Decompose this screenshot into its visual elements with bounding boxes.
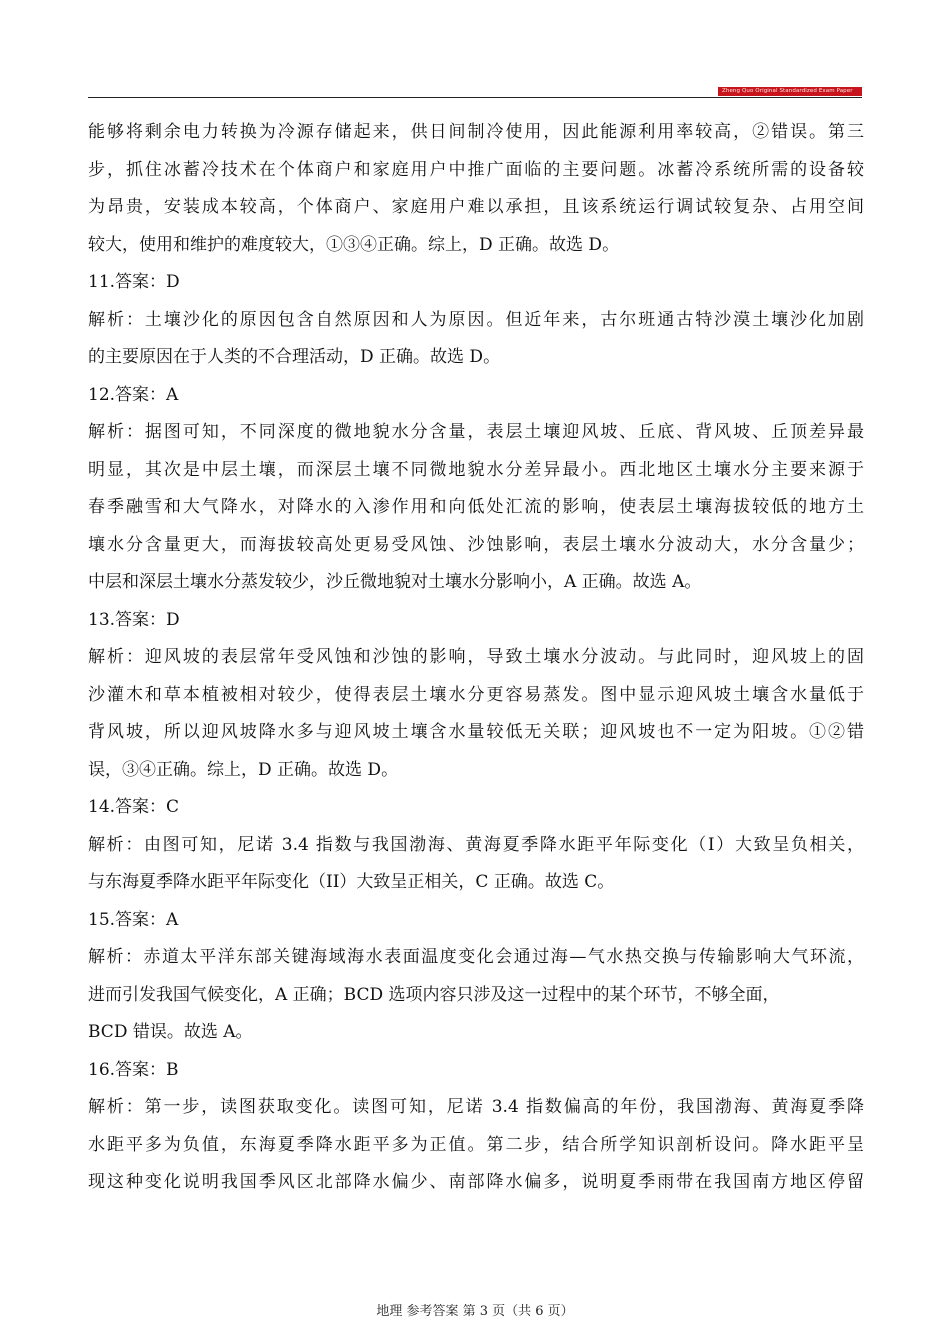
text-line: 能够将剩余电力转换为冷源存储起来，供日间制冷使用，因此能源利用率较高，②错误。第三 [88, 122, 864, 142]
text-line: 为昂贵，安装成本较高，个体商户、家庭用户难以承担，且该系统运行调试较复杂、占用空间 [88, 197, 864, 217]
text-line: 进而引发我国气候变化，A 正确；BCD 选项内容只涉及这一过程中的某个环节，不够全面， [88, 984, 780, 1005]
text-line: 中层和深层土壤水分蒸发较少，沙丘微地貌对土壤水分影响小，A 正确。故选 A。 [88, 572, 702, 592]
text-line: 解析：土壤沙化的原因包含自然原因和人为原因。但近年来，古尔班通古特沙漠土壤沙化加剧 [88, 309, 864, 330]
text-line: 较大，使用和维护的难度较大，①③④正确。综上，D 正确。故选 D。 [88, 234, 620, 255]
text-line: 解析：据图可知，不同深度的微地貌水分含量，表层土壤迎风坡、丘底、背风坡、丘顶差异最 [88, 422, 864, 442]
brand-banner-text: Zheng Quo Original Standardized Exam Paper [722, 88, 853, 94]
text-line: 现这种变化说明我国季风区北部降水偏少、南部降水偏多，说明夏季雨带在我国南方地区停留 [88, 1172, 864, 1192]
text-line: BCD 错误。故选 A。 [88, 1022, 253, 1042]
text-line: 背风坡，所以迎风坡降水多与迎风坡土壤含水量较低无关联；迎风坡也不一定为阳坡。①②错 [88, 722, 864, 742]
text-line: 12.答案：A [88, 384, 179, 405]
text-line: 水距平多为负值，东海夏季降水距平多为正值。第二步，结合所学知识剖析设问。降水距平呈 [88, 1134, 864, 1155]
text-line: 与东海夏季降水距平年际变化（II）大致呈正相关，C 正确。故选 C。 [88, 872, 615, 892]
text-line: 误，③④正确。综上，D 正确。故选 D。 [88, 759, 399, 780]
text-line: 明显，其次是中层土壤，而深层土壤不同微地貌水分差异最小。西北地区土壤水分主要来源于 [88, 459, 864, 480]
text-line: 14.答案：C [88, 797, 180, 817]
text-line: 沙灌木和草本植被相对较少，使得表层土壤水分更容易蒸发。图中显示迎风坡土壤含水量低于 [88, 684, 864, 705]
text-line: 步，抓住冰蓄冷技术在个体商户和家庭用户中推广面临的主要问题。冰蓄冷系统所需的设备较 [88, 159, 864, 180]
answer-body [88, 114, 864, 1202]
text-line: 解析：第一步，读图获取变化。读图可知，尼诺 3.4 指数偏高的年份，我国渤海、黄海夏季降 [88, 1097, 864, 1117]
text-line: 壤水分含量更大，而海拔较高处更易受风蚀、沙蚀影响，表层土壤水分波动大，水分含量少； [88, 534, 864, 555]
text-line: 16.答案：B [88, 1059, 179, 1080]
text-line: 13.答案：D [88, 609, 180, 630]
text-line: 解析：由图可知，尼诺 3.4 指数与我国渤海、黄海夏季降水距平年际变化（I）大致呈负相关， [88, 834, 864, 855]
text-line: 解析：赤道太平洋东部关键海域海水表面温度变化会通过海—气水热交换与传输影响大气环流， [88, 947, 864, 967]
text-line: 解析：迎风坡的表层常年受风蚀和沙蚀的影响，导致土壤水分波动。与此同时，迎风坡上的固 [88, 647, 864, 667]
page-footer: 地理 参考答案 第 3 页（共 6 页） [376, 1304, 574, 1319]
text-line: 11.答案：D [88, 272, 180, 292]
text-line: 15.答案：A [88, 909, 179, 930]
brand-banner [718, 87, 862, 96]
text-line: 春季融雪和大气降水，对降水的入渗作用和向低处汇流的影响，使表层土壤海拔较低的地方土 [88, 497, 864, 517]
text-line: 的主要原因在于人类的不合理活动，D 正确。故选 D。 [88, 347, 501, 367]
header-rule [88, 97, 862, 98]
